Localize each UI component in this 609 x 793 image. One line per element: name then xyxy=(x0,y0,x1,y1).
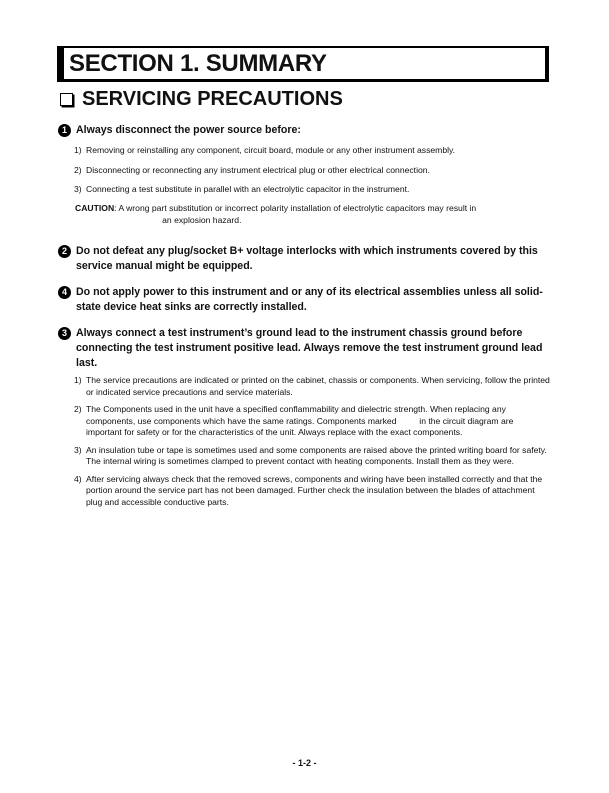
sub-item: 3) Connecting a test substitute in parallel with an electrolytic capacitor in the instrument. xyxy=(74,184,410,194)
caution-label: CAUTION xyxy=(75,203,115,213)
page-number: - 1-2 - xyxy=(292,758,317,768)
sub-item: 4) After servicing always check that the removed screws, components and wiring have been installed correctly and that the portion around the service part has not been damaged. Further check the insulation between the blades of attachment plug and accessible conductive parts. xyxy=(74,473,543,507)
bullet-number-icon: 4 xyxy=(58,286,71,299)
precaution-title: Always disconnect the power source before: xyxy=(76,124,301,136)
servicing-precautions-heading xyxy=(58,88,343,111)
sub-item: 1) The service precautions are indicated or printed on the cabinet, chassis or components. When servicing, follow the printed or indicated service precautions and service materials. xyxy=(74,375,550,397)
section-title: SECTION 1. SUMMARY xyxy=(69,50,327,77)
heading-text: SERVICING PRECAUTIONS xyxy=(82,88,343,110)
sub-item: 1) Removing or reinstalling any component, circuit board, module or any other instrument assembly. xyxy=(74,145,456,155)
precaution-title: Do not apply power to this instrument and or any of its electrical assemblies unless all solid-state device heat sinks are correctly installed. xyxy=(76,286,543,313)
section-title-bar xyxy=(59,48,64,79)
precaution-title: Always connect a test instrument’s ground lead to the instrument chassis ground before connecting the test instrument positive lead. Always remove the test instrument ground lead last. xyxy=(76,327,543,369)
sub-item: 2) Disconnecting or reconnecting any instrument electrical plug or other electrical connection. xyxy=(74,164,430,175)
bullet-number-icon: 1 xyxy=(58,124,71,137)
precaution-item-3 xyxy=(58,285,550,315)
bullet-number-icon: 3 xyxy=(58,327,71,340)
precaution-title: Do not defeat any plug/socket B+ voltage interlocks with which instruments covered by this service manual might be equipped. xyxy=(76,245,538,272)
caution-text-line1: : A wrong part substitution or incorrect polarity installation of electrolytic capacitors may result in xyxy=(114,203,477,213)
bullet-number-icon: 2 xyxy=(58,245,71,258)
precaution-item-1 xyxy=(58,123,550,196)
sub-item: 2) The Components used in the unit have a specified conflammability and dielectric strength. When replacing any components, use components which have the same ratings. Components marked in the circuit diagram are important for safety or for the characteristics of the unit. Always replace with the exact components. xyxy=(74,404,514,437)
caution-text-line2: an explosion hazard. xyxy=(162,214,242,225)
precaution-item-4 xyxy=(58,326,550,508)
sub-item: 3) An insulation tube or tape is sometimes used and some components are raised above the printed writing board for safety. The internal wiring is sometimes clamped to prevent contact with heating components. Install them as they were. xyxy=(74,444,547,466)
safety-mark-icon xyxy=(399,416,417,424)
precaution-item-2 xyxy=(58,244,550,274)
section-title-box xyxy=(57,46,549,82)
checkbox-square-icon xyxy=(60,93,73,106)
caution-note xyxy=(75,203,549,226)
